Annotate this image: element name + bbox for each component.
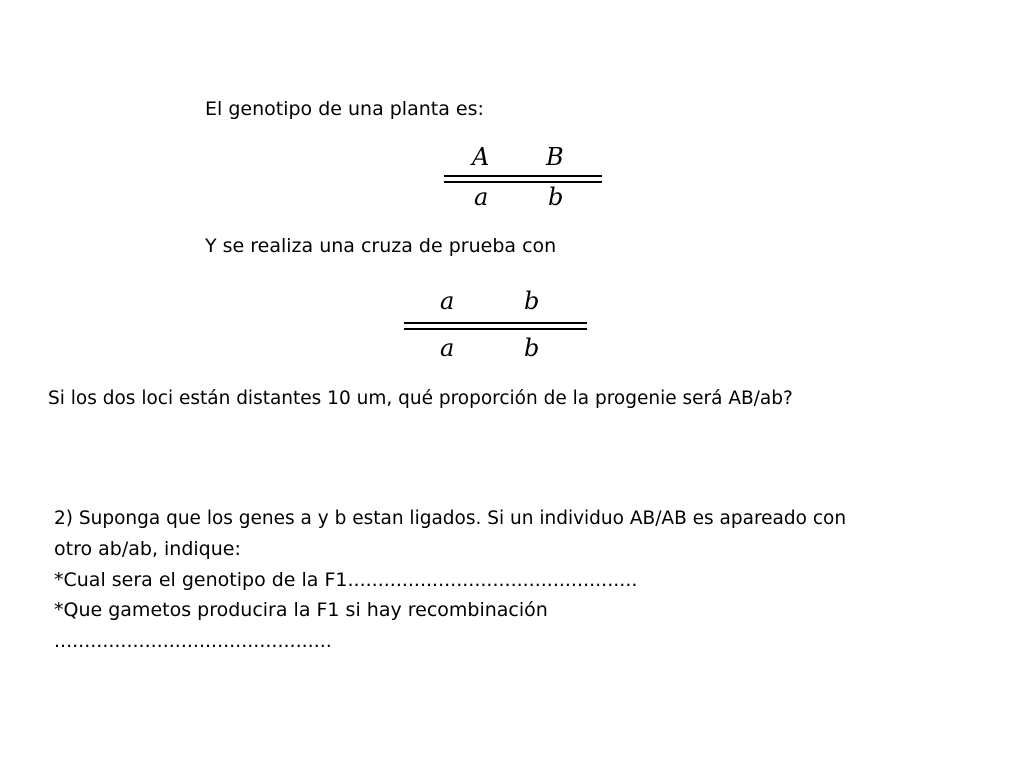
chromosome-line-upper [404, 322, 587, 324]
allele-top-left: a [440, 287, 455, 315]
problem2-line-3: *Cual sera el genotipo de la F1................................................ [54, 569, 638, 591]
plant-genotype-diagram [444, 143, 604, 211]
chromosome-line-lower [444, 181, 602, 183]
testcross-text: Y se realiza una cruza de prueba con [205, 235, 557, 257]
allele-top-right: b [524, 287, 540, 315]
problem2-line-4: *Que gametos producira la F1 si hay recombinación [54, 599, 548, 621]
testcross-genotype-diagram [404, 287, 589, 365]
problem2-line-5: .............................................. [54, 630, 332, 652]
chromosome-line-lower [404, 328, 587, 330]
allele-top-left: A [472, 143, 490, 171]
question-text: Si los dos loci están distantes 10 um, qué proporción de la progenie será AB/ab? [48, 388, 793, 409]
statement-text: El genotipo de una planta es: [205, 98, 484, 120]
allele-bottom-right: b [548, 183, 564, 211]
allele-bottom-left: a [440, 334, 455, 362]
problem2-line-1: 2) Suponga que los genes a y b estan ligados. Si un individuo AB/AB es apareado con [54, 508, 847, 529]
allele-bottom-left: a [474, 183, 489, 211]
allele-top-right: B [546, 143, 564, 171]
chromosome-line-upper [444, 175, 602, 177]
allele-bottom-right: b [524, 334, 540, 362]
problem2-line-2: otro ab/ab, indique: [54, 538, 241, 560]
